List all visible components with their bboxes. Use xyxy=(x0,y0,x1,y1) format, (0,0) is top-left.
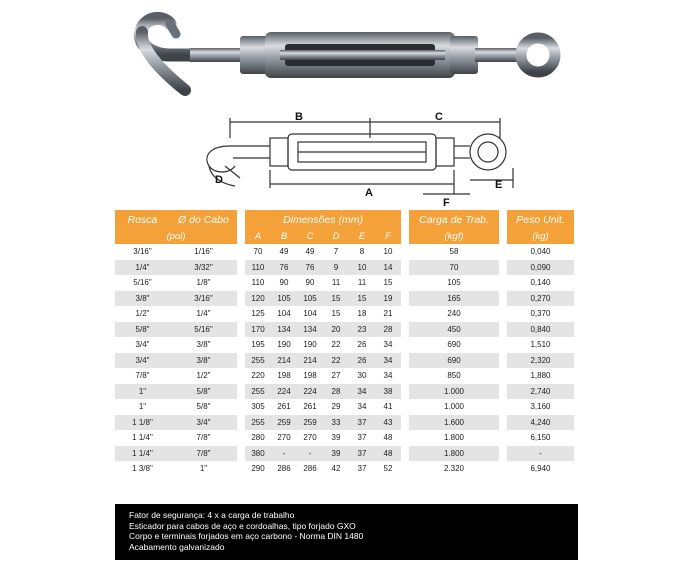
cell-e: 18 xyxy=(349,306,375,322)
dim-label-d: D xyxy=(215,174,223,186)
cell-peso: 1,510 xyxy=(507,337,574,353)
cell-rosca: 3/4" xyxy=(115,353,170,369)
table-row xyxy=(115,337,574,353)
dim-label-f: F xyxy=(443,197,450,208)
cell-carga: 450 xyxy=(409,322,499,338)
dim-label-e: E xyxy=(495,179,503,191)
cell-cabo: 3/4" xyxy=(170,415,237,431)
cell-carga: 1.000 xyxy=(409,399,499,415)
cell-carga: 1.000 xyxy=(409,384,499,400)
cell-rosca: 1 3/8" xyxy=(115,461,170,477)
cell-peso: 0,140 xyxy=(507,275,574,291)
cell-rosca: 3/8" xyxy=(115,291,170,307)
cell-cabo: 3/16" xyxy=(170,291,237,307)
cell-b: 76 xyxy=(271,260,297,276)
cell-cabo: 1/8" xyxy=(170,275,237,291)
cell-b: 224 xyxy=(271,384,297,400)
cell-c: 224 xyxy=(297,384,323,400)
header-rosca: Rosca xyxy=(115,210,170,229)
cell-c: 90 xyxy=(297,275,323,291)
cell-c: 105 xyxy=(297,291,323,307)
cell-b: 105 xyxy=(271,291,297,307)
table-row xyxy=(115,291,574,307)
cell-f: 38 xyxy=(375,384,401,400)
cell-a: 195 xyxy=(245,337,271,353)
cell-a: 255 xyxy=(245,353,271,369)
header-kgf: (kgf) xyxy=(409,229,499,244)
cell-carga: 690 xyxy=(409,337,499,353)
cell-peso: 3,160 xyxy=(507,399,574,415)
cell-f: 43 xyxy=(375,415,401,431)
cell-peso: 0,090 xyxy=(507,260,574,276)
cell-c: 286 xyxy=(297,461,323,477)
table-row xyxy=(115,430,574,446)
cell-peso: 4,240 xyxy=(507,415,574,431)
table-row xyxy=(115,306,574,322)
cell-b: 259 xyxy=(271,415,297,431)
cell-rosca: 1 1/8" xyxy=(115,415,170,431)
cell-e: 15 xyxy=(349,291,375,307)
table-row xyxy=(115,275,574,291)
cell-d: 42 xyxy=(323,461,349,477)
cell-f: 34 xyxy=(375,337,401,353)
cell-cabo: 7/8" xyxy=(170,430,237,446)
cell-c: 49 xyxy=(297,244,323,260)
cell-cabo: 7/8" xyxy=(170,446,237,462)
header-carga: Carga de Trab. xyxy=(409,210,499,229)
cell-cabo: 5/8" xyxy=(170,399,237,415)
cell-f: 34 xyxy=(375,368,401,384)
cell-d: 15 xyxy=(323,291,349,307)
cell-a: 220 xyxy=(245,368,271,384)
table-row xyxy=(115,461,574,477)
cell-cabo: 1/16" xyxy=(170,244,237,260)
cell-cabo: 5/8" xyxy=(170,384,237,400)
cell-a: 255 xyxy=(245,415,271,431)
cell-e: 26 xyxy=(349,353,375,369)
notes-box xyxy=(115,504,578,560)
note-finish: Acabamento galvanizado xyxy=(129,541,225,552)
cell-peso: 6,150 xyxy=(507,430,574,446)
turnbuckle-photo xyxy=(130,10,570,110)
dim-label-b: B xyxy=(295,111,303,123)
cell-d: 20 xyxy=(323,322,349,338)
table-row xyxy=(115,353,574,369)
header-pol: (pol) xyxy=(115,229,237,244)
cell-carga: 58 xyxy=(409,244,499,260)
cell-b: 214 xyxy=(271,353,297,369)
cell-rosca: 5/8" xyxy=(115,322,170,338)
cell-d: 9 xyxy=(323,260,349,276)
cell-peso: - xyxy=(507,446,574,462)
cell-e: 8 xyxy=(349,244,375,260)
cell-peso: 0,840 xyxy=(507,322,574,338)
cell-e: 11 xyxy=(349,275,375,291)
cell-b: 261 xyxy=(271,399,297,415)
cell-a: 120 xyxy=(245,291,271,307)
cell-a: 70 xyxy=(245,244,271,260)
cell-f: 15 xyxy=(375,275,401,291)
header-cabo: Ø do Cabo xyxy=(170,210,237,229)
cell-rosca: 1 1/4" xyxy=(115,430,170,446)
dim-label-c: C xyxy=(435,111,443,123)
cell-carga: 2.320 xyxy=(409,461,499,477)
cell-e: 37 xyxy=(349,461,375,477)
table-row xyxy=(115,384,574,400)
table-row xyxy=(115,368,574,384)
cell-carga: 165 xyxy=(409,291,499,307)
cell-b: 198 xyxy=(271,368,297,384)
header-peso: Peso Unit. xyxy=(507,210,574,229)
cell-c: 198 xyxy=(297,368,323,384)
table-row xyxy=(115,399,574,415)
cell-d: 29 xyxy=(323,399,349,415)
cell-peso: 2,320 xyxy=(507,353,574,369)
header-dim-b: B xyxy=(271,229,297,244)
technical-drawing xyxy=(195,108,525,208)
cell-f: 52 xyxy=(375,461,401,477)
cell-e: 26 xyxy=(349,337,375,353)
cell-cabo: 1/4" xyxy=(170,306,237,322)
cell-f: 41 xyxy=(375,399,401,415)
cell-rosca: 3/4" xyxy=(115,337,170,353)
cell-c: 261 xyxy=(297,399,323,415)
cell-d: 39 xyxy=(323,430,349,446)
cell-cabo: 5/16" xyxy=(170,322,237,338)
cell-c: 270 xyxy=(297,430,323,446)
cell-b: 270 xyxy=(271,430,297,446)
cell-carga: 240 xyxy=(409,306,499,322)
table-body xyxy=(115,244,574,477)
cell-f: 28 xyxy=(375,322,401,338)
cell-f: 48 xyxy=(375,430,401,446)
cell-c: - xyxy=(297,446,323,462)
header-dim-e: E xyxy=(349,229,375,244)
cell-d: 22 xyxy=(323,353,349,369)
header-dim-c: C xyxy=(297,229,323,244)
cell-cabo: 3/8" xyxy=(170,337,237,353)
cell-d: 15 xyxy=(323,306,349,322)
cell-a: 110 xyxy=(245,275,271,291)
cell-rosca: 3/16" xyxy=(115,244,170,260)
table-row xyxy=(115,260,574,276)
table-row xyxy=(115,322,574,338)
cell-c: 104 xyxy=(297,306,323,322)
cell-carga: 1.600 xyxy=(409,415,499,431)
cell-peso: 2,740 xyxy=(507,384,574,400)
header-dim-f: F xyxy=(375,229,401,244)
cell-b: 90 xyxy=(271,275,297,291)
dim-label-a: A xyxy=(365,187,373,199)
cell-carga: 1.800 xyxy=(409,446,499,462)
cell-d: 28 xyxy=(323,384,349,400)
cell-f: 14 xyxy=(375,260,401,276)
cell-e: 37 xyxy=(349,415,375,431)
cell-carga: 105 xyxy=(409,275,499,291)
header-dimensoes: Dimensões (mm) xyxy=(245,210,401,229)
cell-cabo: 3/32" xyxy=(170,260,237,276)
header-dim-a: A xyxy=(245,229,271,244)
cell-b: 190 xyxy=(271,337,297,353)
spec-table xyxy=(115,210,574,477)
cell-peso: 0,270 xyxy=(507,291,574,307)
cell-f: 34 xyxy=(375,353,401,369)
cell-d: 11 xyxy=(323,275,349,291)
cell-f: 21 xyxy=(375,306,401,322)
cell-b: 286 xyxy=(271,461,297,477)
cell-e: 10 xyxy=(349,260,375,276)
header-kg: (kg) xyxy=(507,229,574,244)
cell-carga: 690 xyxy=(409,353,499,369)
cell-carga: 1.800 xyxy=(409,430,499,446)
cell-a: 125 xyxy=(245,306,271,322)
cell-e: 34 xyxy=(349,399,375,415)
cell-d: 22 xyxy=(323,337,349,353)
cell-f: 48 xyxy=(375,446,401,462)
cell-rosca: 1" xyxy=(115,384,170,400)
cell-rosca: 1/2" xyxy=(115,306,170,322)
cell-c: 76 xyxy=(297,260,323,276)
cell-b: 104 xyxy=(271,306,297,322)
cell-cabo: 1/2" xyxy=(170,368,237,384)
table-row xyxy=(115,244,574,260)
note-safety-factor: Fator de segurança: 4 x a carga de trabalho xyxy=(129,510,295,520)
cell-b: - xyxy=(271,446,297,462)
cell-peso: 0,370 xyxy=(507,306,574,322)
table-row xyxy=(115,446,574,462)
cell-c: 190 xyxy=(297,337,323,353)
cell-c: 214 xyxy=(297,353,323,369)
cell-a: 110 xyxy=(245,260,271,276)
cell-b: 134 xyxy=(271,322,297,338)
cell-a: 380 xyxy=(245,446,271,462)
note-description: Esticador para cabos de aço e cordoalhas, tipo forjado GXO xyxy=(129,520,356,531)
cell-rosca: 1" xyxy=(115,399,170,415)
cell-b: 49 xyxy=(271,244,297,260)
cell-d: 7 xyxy=(323,244,349,260)
cell-rosca: 5/16" xyxy=(115,275,170,291)
cell-cabo: 3/8" xyxy=(170,353,237,369)
cell-e: 37 xyxy=(349,430,375,446)
cell-rosca: 7/8" xyxy=(115,368,170,384)
table-row xyxy=(115,415,574,431)
cell-a: 290 xyxy=(245,461,271,477)
cell-f: 10 xyxy=(375,244,401,260)
cell-peso: 0,040 xyxy=(507,244,574,260)
cell-cabo: 1" xyxy=(170,461,237,477)
header-dim-d: D xyxy=(323,229,349,244)
cell-peso: 1,880 xyxy=(507,368,574,384)
cell-a: 280 xyxy=(245,430,271,446)
cell-peso: 6,940 xyxy=(507,461,574,477)
cell-rosca: 1/4" xyxy=(115,260,170,276)
cell-carga: 850 xyxy=(409,368,499,384)
cell-carga: 70 xyxy=(409,260,499,276)
note-material: Corpo e terminais forjados em aço carbono - Norma DIN 1480 xyxy=(129,531,364,542)
cell-d: 33 xyxy=(323,415,349,431)
cell-e: 30 xyxy=(349,368,375,384)
cell-e: 34 xyxy=(349,384,375,400)
cell-a: 170 xyxy=(245,322,271,338)
cell-e: 37 xyxy=(349,446,375,462)
cell-rosca: 1 1/4" xyxy=(115,446,170,462)
cell-d: 27 xyxy=(323,368,349,384)
cell-e: 23 xyxy=(349,322,375,338)
cell-d: 39 xyxy=(323,446,349,462)
cell-f: 19 xyxy=(375,291,401,307)
cell-a: 255 xyxy=(245,384,271,400)
cell-c: 134 xyxy=(297,322,323,338)
cell-c: 259 xyxy=(297,415,323,431)
cell-a: 305 xyxy=(245,399,271,415)
